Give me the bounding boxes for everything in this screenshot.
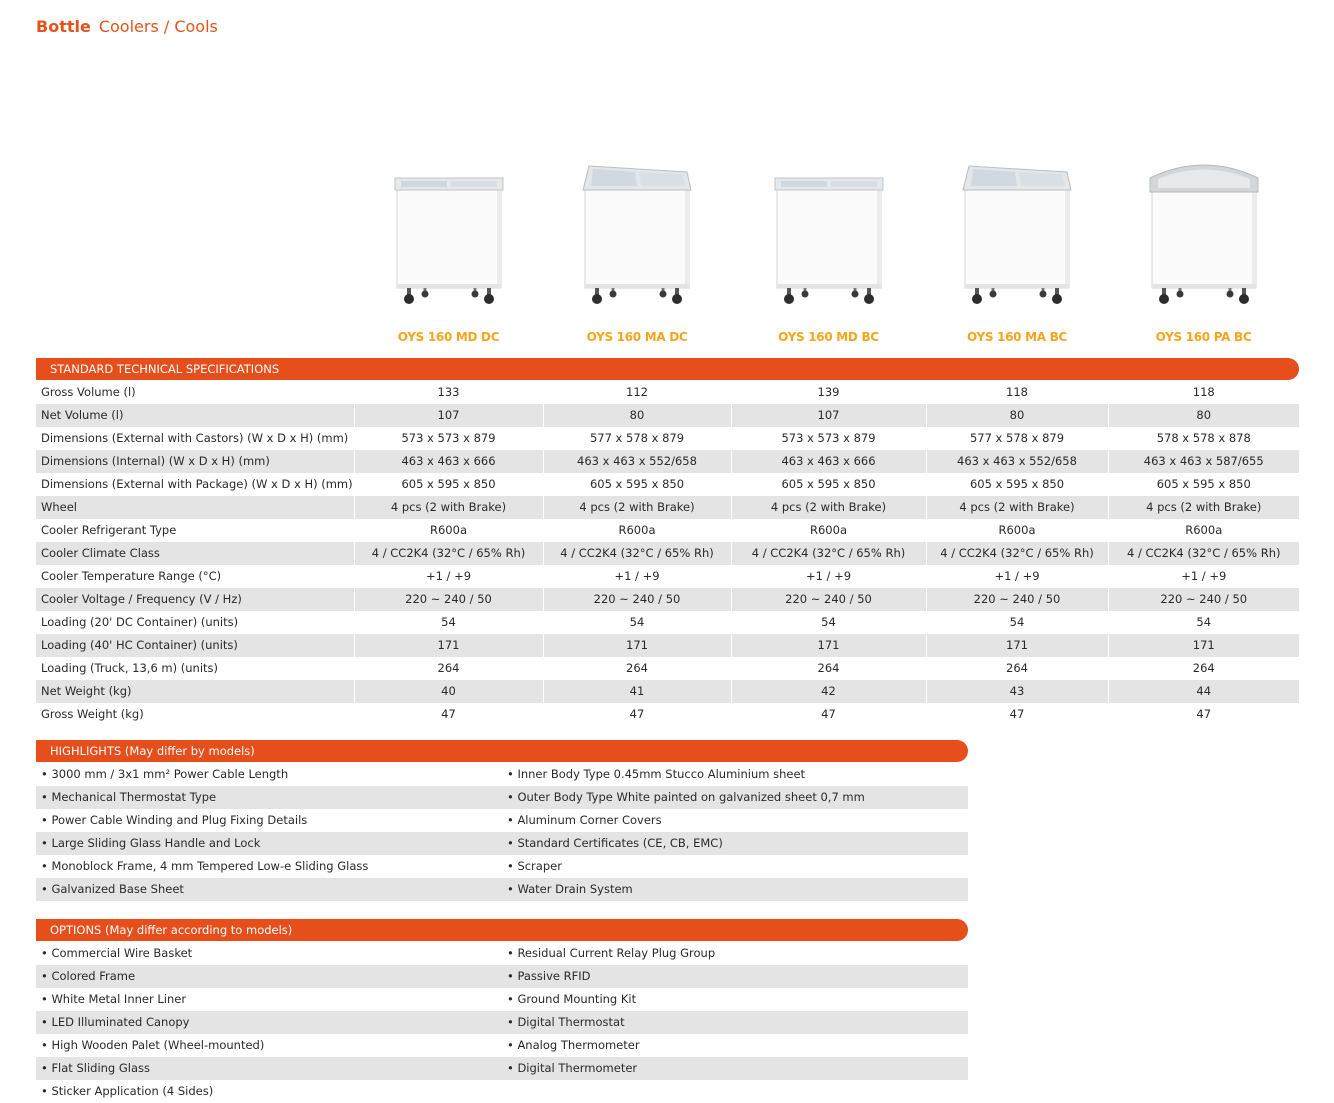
product-card (1108, 140, 1299, 350)
product-card (354, 140, 543, 350)
product-gallery (354, 140, 1298, 350)
options-item: • Flat Sliding Glass (41, 1061, 151, 1075)
spec-value: 264 (731, 657, 926, 680)
product-card (543, 140, 731, 350)
spec-value: 463 x 463 x 666 (731, 450, 926, 473)
product-name: OYS 160 MA DC (586, 330, 688, 344)
spec-value: 43 (926, 680, 1108, 703)
spec-value: 4 pcs (2 with Brake) (1108, 496, 1299, 519)
spec-value: 171 (354, 634, 543, 657)
freezer-image (379, 148, 519, 308)
spec-value: 573 x 573 x 879 (354, 427, 543, 450)
spec-value: 577 x 578 x 879 (543, 427, 731, 450)
spec-label: Dimensions (Internal) (W x D x H) (mm) (36, 450, 354, 473)
product-card (731, 140, 926, 350)
spec-value: 171 (731, 634, 926, 657)
spec-value: 47 (354, 703, 543, 726)
spec-value: 171 (1108, 634, 1299, 657)
spec-value: 4 pcs (2 with Brake) (731, 496, 926, 519)
spec-value: 4 pcs (2 with Brake) (926, 496, 1108, 519)
spec-label: Loading (40' HC Container) (units) (36, 634, 354, 657)
options-item: • White Metal Inner Liner (41, 992, 187, 1006)
spec-value: 605 x 595 x 850 (926, 473, 1108, 496)
options-item: • Commercial Wire Basket (41, 946, 193, 960)
spec-value: 577 x 578 x 879 (926, 427, 1108, 450)
spec-row (36, 703, 1299, 726)
spec-value: 54 (731, 611, 926, 634)
highlights-list (36, 763, 968, 901)
spec-value: R600a (926, 519, 1108, 542)
spec-value: +1 / +9 (354, 565, 543, 588)
spec-value: 118 (926, 381, 1108, 404)
list-item (36, 988, 968, 1011)
highlights-item: • Galvanized Base Sheet (41, 882, 184, 896)
highlights-item: • Scraper (507, 859, 562, 873)
options-item: • High Wooden Palet (Wheel-mounted) (41, 1038, 265, 1052)
spec-label: Dimensions (External with Package) (W x D x H) (mm) (41, 477, 353, 491)
specs-table (36, 381, 1299, 726)
spec-row (36, 519, 1299, 542)
spec-value: 171 (926, 634, 1108, 657)
spec-row (36, 565, 1299, 588)
list-item (36, 786, 968, 809)
spec-label: Cooler Voltage / Frequency (V / Hz) (36, 588, 354, 611)
specs-section-header: STANDARD TECHNICAL SPECIFICATIONS (36, 358, 1299, 380)
spec-value: 4 pcs (2 with Brake) (543, 496, 731, 519)
options-section-header: OPTIONS (May differ according to models) (36, 919, 968, 941)
highlights-item: • Aluminum Corner Covers (507, 813, 662, 827)
highlights-item: • Outer Body Type White painted on galvanized sheet 0,7 mm (507, 790, 865, 804)
spec-value: 463 x 463 x 552/658 (543, 450, 731, 473)
spec-label: Gross Weight (kg) (41, 707, 144, 721)
highlights-item: • Water Drain System (507, 882, 633, 896)
product-name: OYS 160 MD BC (778, 330, 879, 344)
spec-label: Net Volume (l) (36, 404, 354, 427)
highlights-item: • Large Sliding Glass Handle and Lock (41, 836, 261, 850)
freezer-image (567, 148, 707, 308)
spec-value: +1 / +9 (1108, 565, 1299, 588)
spec-value: 220 ~ 240 / 50 (354, 588, 543, 611)
options-item: • Analog Thermometer (507, 1038, 640, 1052)
spec-row (36, 634, 1299, 657)
spec-row (36, 588, 1299, 611)
spec-row (36, 657, 1299, 680)
spec-value: 80 (543, 404, 731, 427)
list-item (36, 1057, 968, 1080)
spec-value: 47 (1108, 703, 1299, 726)
spec-value: 133 (354, 381, 543, 404)
highlights-item: • Mechanical Thermostat Type (41, 790, 217, 804)
spec-label: Dimensions (External with Castors) (W x D x H) (mm) (41, 431, 349, 445)
spec-value: 4 / CC2K4 (32°C / 65% Rh) (731, 542, 926, 565)
options-item: • Digital Thermometer (507, 1061, 638, 1075)
spec-value: R600a (543, 519, 731, 542)
spec-value: R600a (1108, 519, 1299, 542)
options-item: • Sticker Application (4 Sides) (41, 1084, 214, 1098)
spec-value: 54 (543, 611, 731, 634)
spec-value: 44 (1108, 680, 1299, 703)
spec-label: Loading (Truck, 13,6 m) (units) (41, 661, 219, 675)
spec-label: Loading (20' DC Container) (units) (41, 615, 239, 629)
spec-value: 42 (731, 680, 926, 703)
spec-value: R600a (731, 519, 926, 542)
spec-value: 112 (543, 381, 731, 404)
spec-value: 41 (543, 680, 731, 703)
freezer-image (947, 148, 1087, 308)
spec-value: 80 (1108, 404, 1299, 427)
spec-value: 264 (1108, 657, 1299, 680)
spec-value: 54 (354, 611, 543, 634)
list-item (36, 1011, 968, 1034)
list-item (36, 832, 968, 855)
spec-row (36, 542, 1299, 565)
spec-value: 4 / CC2K4 (32°C / 65% Rh) (543, 542, 731, 565)
spec-value: 171 (543, 634, 731, 657)
options-item: • Ground Mounting Kit (507, 992, 637, 1006)
spec-value: 47 (926, 703, 1108, 726)
spec-row (36, 450, 1299, 473)
spec-label: Gross Volume (l) (41, 385, 136, 399)
spec-value: 605 x 595 x 850 (1108, 473, 1299, 496)
highlights-item: • Inner Body Type 0.45mm Stucco Aluminium sheet (507, 767, 806, 781)
spec-row (36, 496, 1299, 519)
list-item (36, 855, 968, 878)
spec-value: +1 / +9 (926, 565, 1108, 588)
spec-value: 220 ~ 240 / 50 (926, 588, 1108, 611)
list-item (36, 942, 968, 965)
spec-value: 463 x 463 x 587/655 (1108, 450, 1299, 473)
product-name: OYS 160 MD DC (397, 330, 500, 344)
spec-value: 264 (354, 657, 543, 680)
spec-label: Cooler Refrigerant Type (41, 523, 177, 537)
options-item: • Digital Thermostat (507, 1015, 625, 1029)
list-item (36, 1034, 968, 1057)
spec-label: Wheel (36, 496, 354, 519)
spec-value: 463 x 463 x 552/658 (926, 450, 1108, 473)
spec-value: R600a (354, 519, 543, 542)
spec-value: +1 / +9 (731, 565, 926, 588)
spec-value: 47 (543, 703, 731, 726)
spec-row (36, 381, 1299, 404)
highlights-item: • Monoblock Frame, 4 mm Tempered Low-e Sliding Glass (41, 859, 369, 873)
spec-row (36, 680, 1299, 703)
product-card (926, 140, 1108, 350)
product-name: OYS 160 PA BC (1155, 330, 1252, 344)
page-title-subcategory: Coolers / Cools (98, 17, 218, 36)
highlights-section-header: HIGHLIGHTS (May differ by models) (36, 740, 968, 762)
spec-value: 139 (731, 381, 926, 404)
list-item (36, 809, 968, 832)
options-item: • LED Illuminated Canopy (41, 1015, 190, 1029)
list-item (36, 878, 968, 901)
highlights-item: • Standard Certificates (CE, CB, EMC) (507, 836, 723, 850)
spec-value: 264 (543, 657, 731, 680)
spec-value: 4 / CC2K4 (32°C / 65% Rh) (926, 542, 1108, 565)
list-item (36, 763, 968, 786)
list-item (36, 965, 968, 988)
spec-value: 4 / CC2K4 (32°C / 65% Rh) (1108, 542, 1299, 565)
spec-value: +1 / +9 (543, 565, 731, 588)
options-item: • Colored Frame (41, 969, 136, 983)
product-name: OYS 160 MA BC (967, 330, 1067, 344)
spec-value: 40 (354, 680, 543, 703)
spec-row (36, 404, 1299, 427)
spec-row (36, 427, 1299, 450)
page-title (36, 17, 218, 36)
spec-value: 4 pcs (2 with Brake) (354, 496, 543, 519)
spec-label: Net Weight (kg) (36, 680, 354, 703)
spec-value: 47 (731, 703, 926, 726)
spec-value: 54 (926, 611, 1108, 634)
spec-value: 264 (926, 657, 1108, 680)
spec-value: 107 (731, 404, 926, 427)
options-item: • Passive RFID (507, 969, 591, 983)
spec-value: 107 (354, 404, 543, 427)
freezer-image (1134, 148, 1274, 308)
spec-value: 578 x 578 x 878 (1108, 427, 1299, 450)
spec-value: 463 x 463 x 666 (354, 450, 543, 473)
spec-value: 118 (1108, 381, 1299, 404)
spec-value: 605 x 595 x 850 (543, 473, 731, 496)
spec-value: 220 ~ 240 / 50 (1108, 588, 1299, 611)
freezer-image (759, 148, 899, 308)
spec-value: 220 ~ 240 / 50 (543, 588, 731, 611)
options-item: • Residual Current Relay Plug Group (507, 946, 716, 960)
spec-value: 573 x 573 x 879 (731, 427, 926, 450)
spec-label: Cooler Climate Class (36, 542, 354, 565)
spec-value: 80 (926, 404, 1108, 427)
spec-value: 54 (1108, 611, 1299, 634)
highlights-item: • 3000 mm / 3x1 mm² Power Cable Length (41, 767, 289, 781)
spec-value: 605 x 595 x 850 (354, 473, 543, 496)
options-list (36, 942, 968, 1103)
spec-value: 220 ~ 240 / 50 (731, 588, 926, 611)
spec-value: 605 x 595 x 850 (731, 473, 926, 496)
highlights-item: • Power Cable Winding and Plug Fixing Details (41, 813, 308, 827)
spec-value: 4 / CC2K4 (32°C / 65% Rh) (354, 542, 543, 565)
spec-row (36, 611, 1299, 634)
spec-row (36, 473, 1299, 496)
spec-label: Cooler Temperature Range (°C) (41, 569, 222, 583)
page-title-category: Bottle (36, 17, 91, 36)
